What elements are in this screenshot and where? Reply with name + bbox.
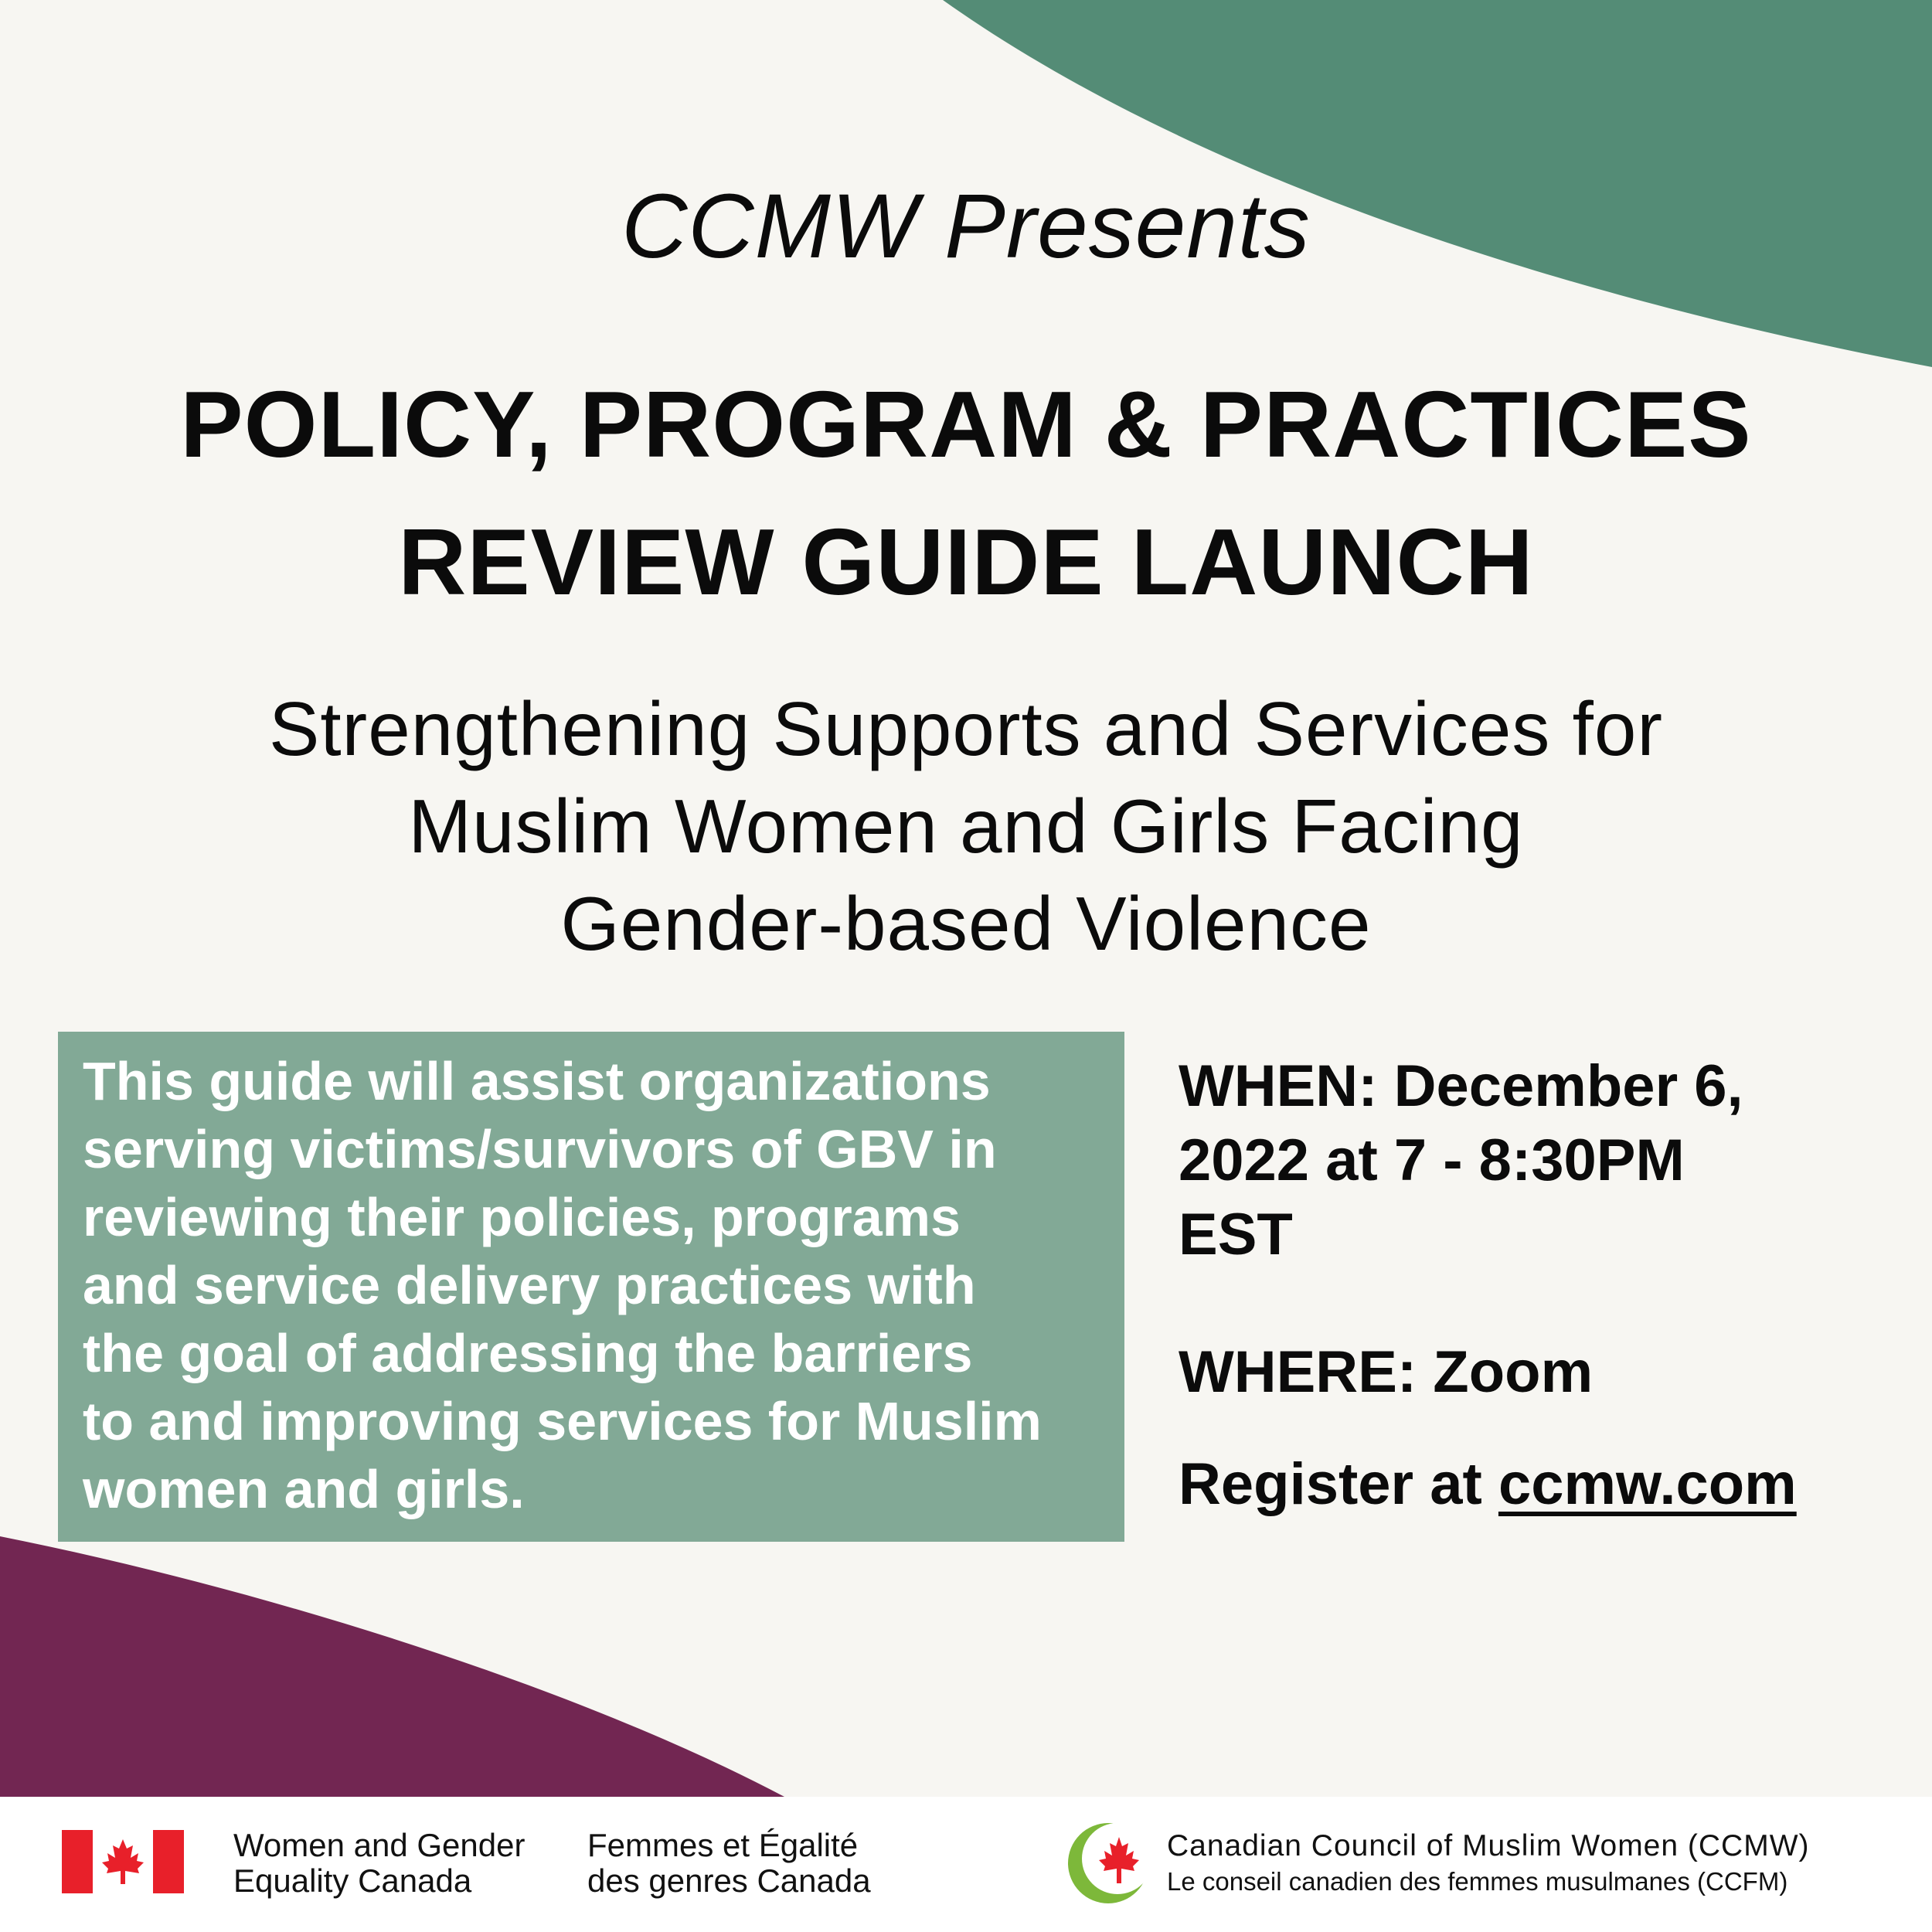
when-line-3: EST [1179, 1202, 1293, 1267]
subtitle-line-3: Gender-based Violence [560, 881, 1372, 966]
description-line: serving victims/survivors of GBV in [83, 1119, 997, 1179]
register-link[interactable]: ccmw.com [1498, 1451, 1797, 1517]
register-label: Register at [1179, 1451, 1482, 1517]
description-line: to and improving services for Muslim [83, 1391, 1042, 1451]
description-line: reviewing their policies, programs [83, 1187, 961, 1247]
footer-bar [0, 1797, 1932, 1932]
wage-fr-line-1: Femmes et Égalité [587, 1827, 859, 1863]
presents-heading: CCMW Presents [621, 175, 1311, 277]
description-line: and service delivery practices with [83, 1255, 976, 1315]
description-line: This guide will assist organizations [83, 1051, 991, 1111]
wage-en-line-2: Equality Canada [233, 1862, 472, 1899]
canada-flag-icon [62, 1830, 184, 1893]
subtitle-line-1: Strengthening Supports and Services for [268, 686, 1664, 771]
wage-en-line-1: Women and Gender [233, 1827, 526, 1863]
event-where: WHERE: Zoom [1179, 1339, 1594, 1405]
page-title [0, 355, 1932, 631]
description-line: the goal of addressing the barriers [83, 1323, 973, 1383]
ccmw-english-name: Canadian Council of Muslim Women (CCMW) [1167, 1829, 1810, 1862]
register-line [1179, 1447, 1920, 1522]
wage-fr-line-2: des genres Canada [587, 1862, 871, 1899]
when-line-2: 2022 at 7 - 8:30PM [1179, 1128, 1685, 1193]
title-line-1: POLICY, PROGRAM & PRACTICES [180, 372, 1752, 477]
page-subtitle [0, 680, 1932, 972]
description-box [58, 1032, 1124, 1542]
wage-english-name [233, 1828, 525, 1899]
event-when [1179, 1049, 1905, 1272]
subtitle-line-2: Muslim Women and Girls Facing [408, 784, 1524, 869]
title-line-2: REVIEW GUIDE LAUNCH [398, 509, 1534, 614]
ccmw-logo-icon [1066, 1820, 1151, 1906]
when-line-1: WHEN: December 6, [1179, 1053, 1743, 1119]
plum-curve-path [0, 1536, 784, 1797]
wage-french-name [587, 1828, 871, 1899]
ccmw-french-name: Le conseil canadien des femmes musulmanes (CCFM) [1167, 1867, 1788, 1896]
description-line: women and girls. [83, 1459, 525, 1519]
